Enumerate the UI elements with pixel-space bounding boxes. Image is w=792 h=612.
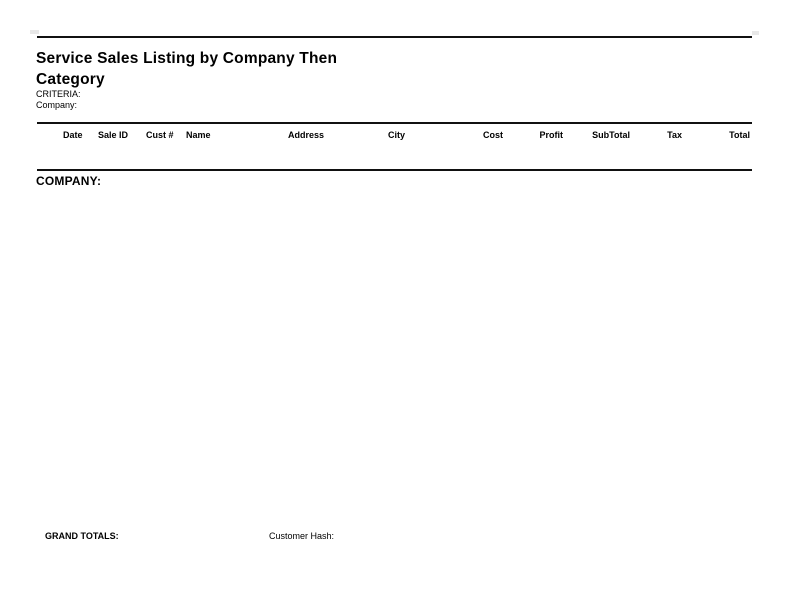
column-header-total: Total	[729, 130, 750, 140]
column-header-cust-num: Cust #	[146, 130, 174, 140]
column-header-cost: Cost	[483, 130, 503, 140]
table-header-top-rule	[37, 122, 752, 124]
column-header-name: Name	[186, 130, 211, 140]
report-title: Service Sales Listing by Company Then Category	[36, 50, 338, 88]
faint-mark-right	[752, 31, 759, 35]
column-header-subtotal: SubTotal	[592, 130, 630, 140]
column-header-sale-id: Sale ID	[98, 130, 129, 140]
company-section-rule	[37, 169, 752, 171]
company-section-label: COMPANY:	[36, 174, 102, 188]
column-header-city: City	[388, 130, 406, 140]
customer-hash-label: Customer Hash:	[269, 531, 335, 541]
table-header-row	[37, 130, 752, 141]
column-header-date: Date	[63, 130, 83, 140]
grand-totals-label: GRAND TOTALS:	[45, 531, 119, 541]
column-header-tax: Tax	[667, 130, 682, 140]
column-header-profit: Profit	[539, 130, 563, 140]
company-filter-label: Company:	[36, 100, 78, 110]
column-header-address: Address	[288, 130, 325, 140]
top-rule	[37, 36, 752, 38]
faint-mark-left	[30, 30, 39, 34]
criteria-label: CRITERIA:	[36, 89, 81, 99]
